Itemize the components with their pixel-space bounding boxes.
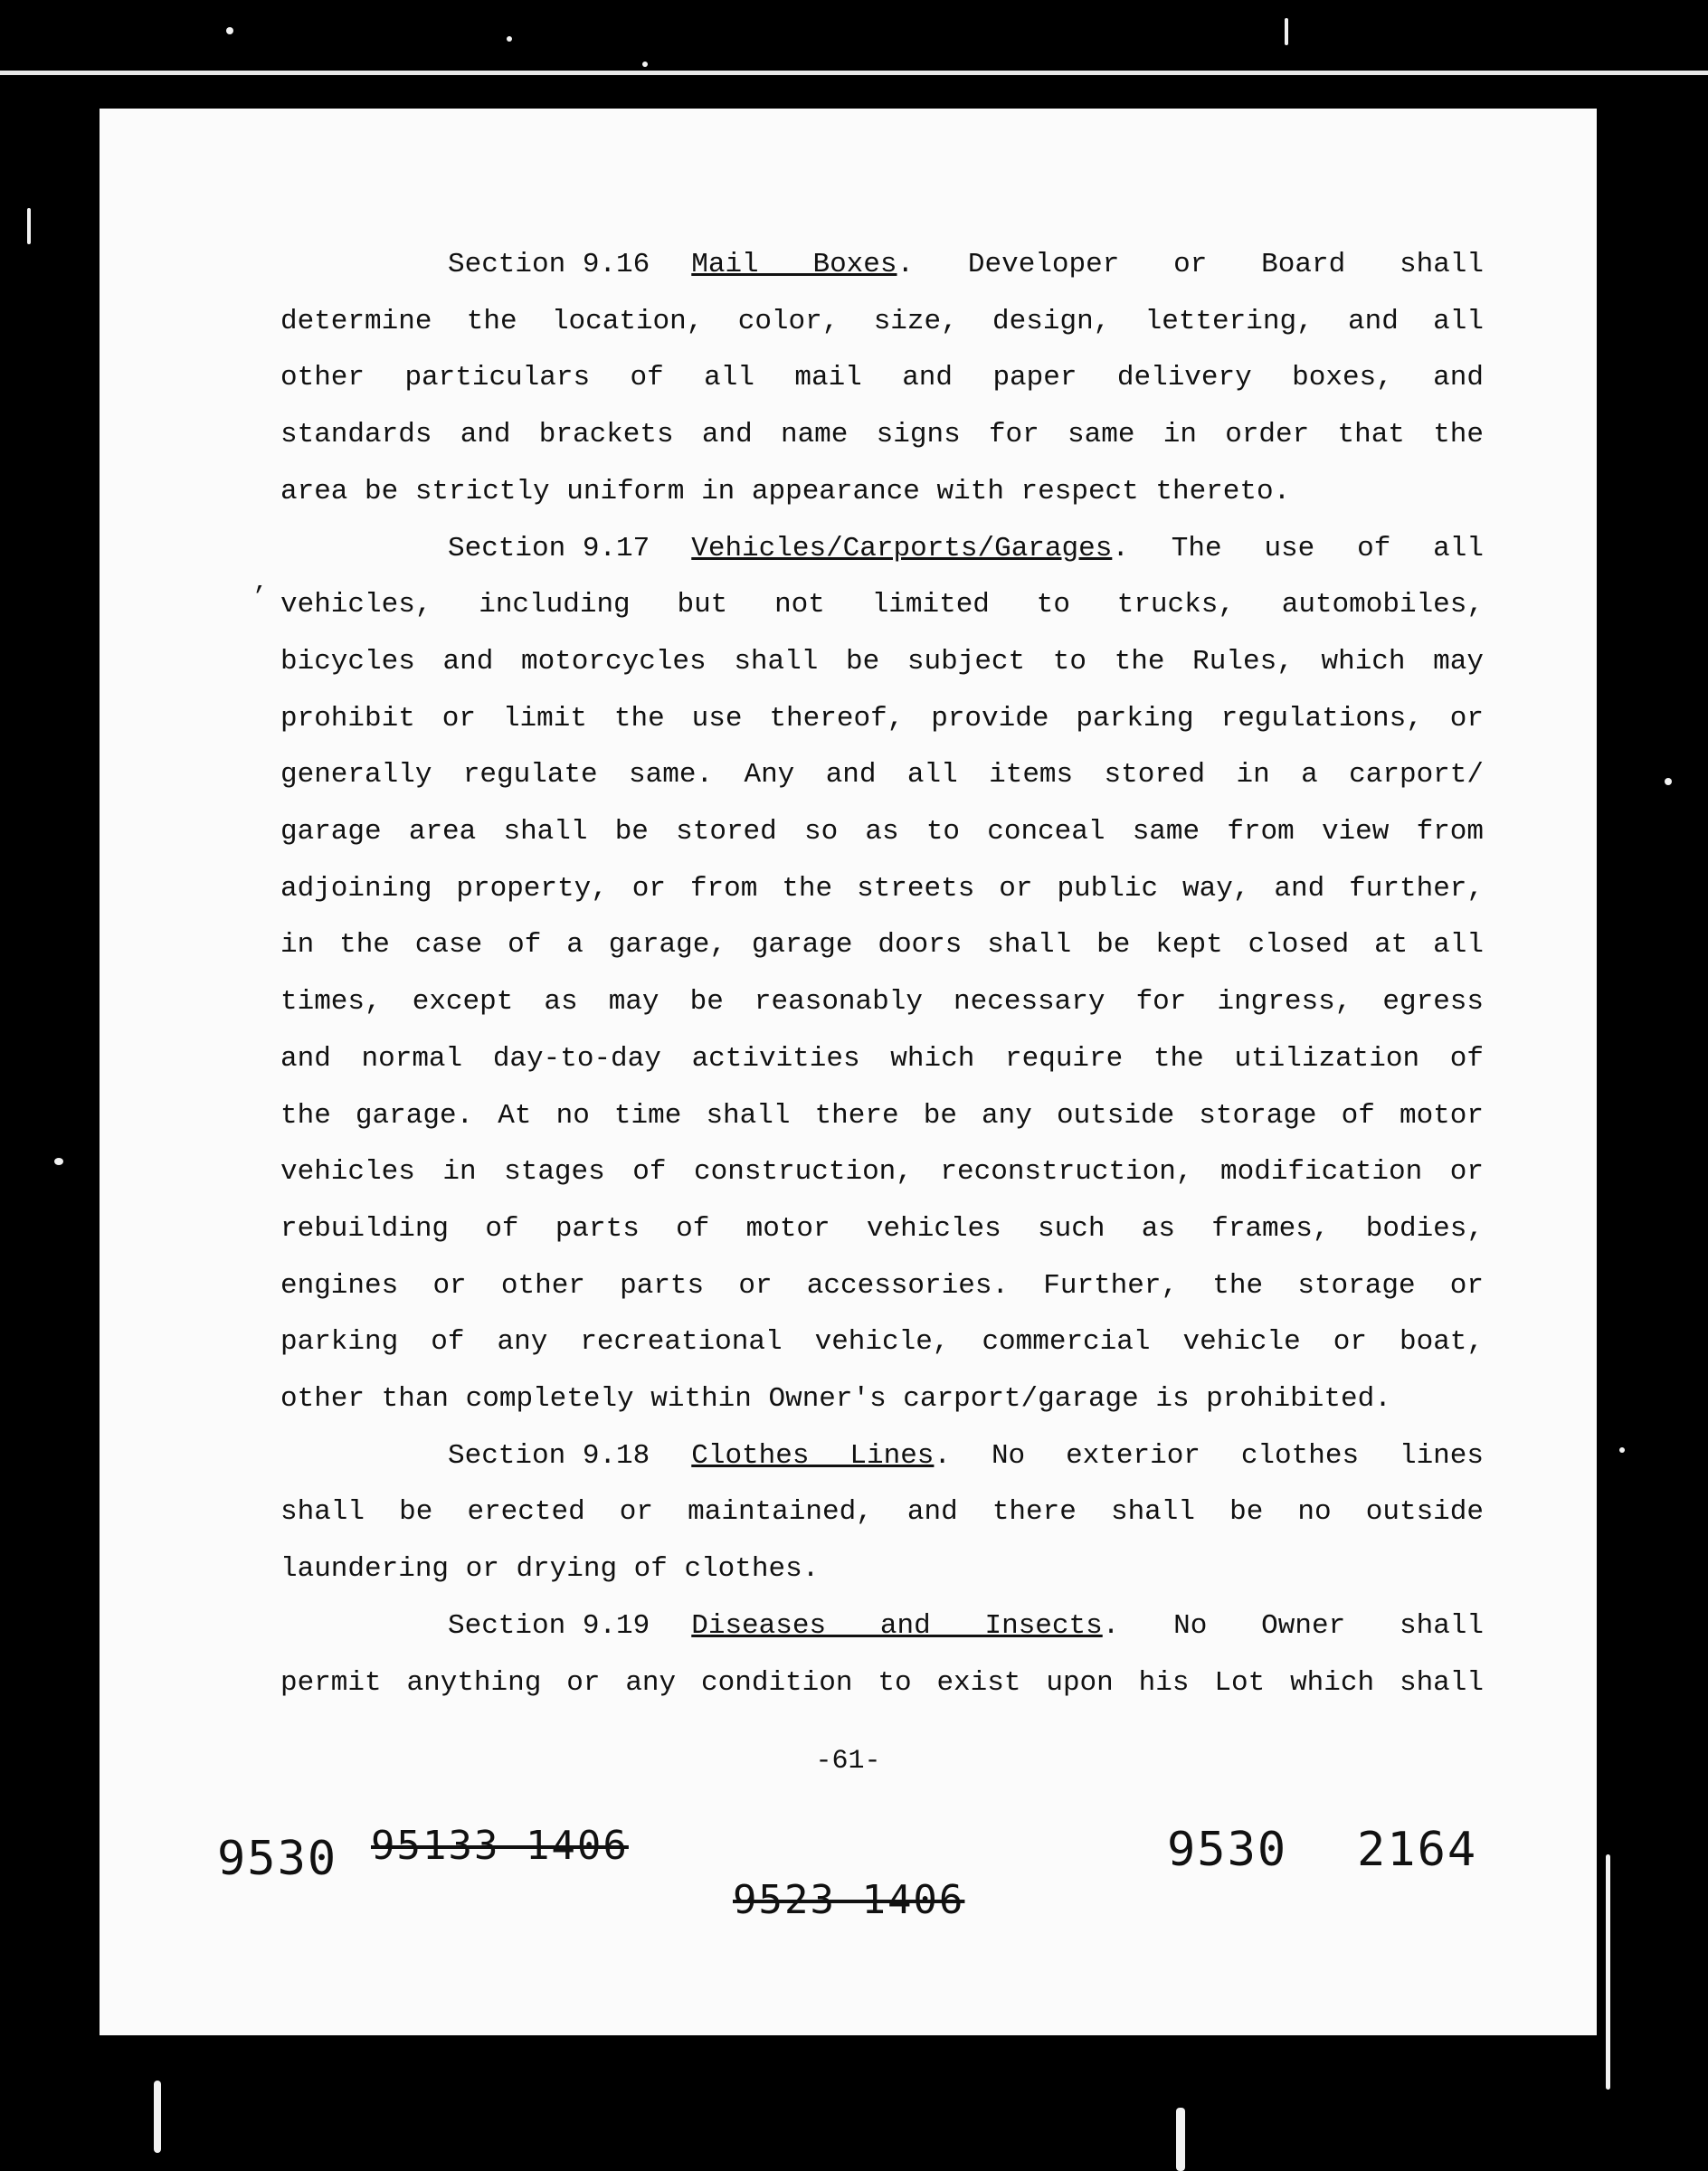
body-line: adjoining property, or from the streets or public way, and further, [280, 872, 1484, 905]
body-line: other particulars of all mail and paper delivery boxes, and [280, 362, 1484, 394]
scan-speck [154, 2081, 161, 2153]
section-heading: Mail Boxes [691, 249, 897, 280]
body-line: vehicles in stages of construction, reconstruction, modification or [280, 1156, 1484, 1189]
section-first-line [280, 237, 1484, 294]
document-page [100, 109, 1597, 2035]
section-text: . The use of all [1112, 532, 1484, 564]
scan-speck [226, 27, 233, 34]
stamp-right-page: 2164 [1357, 1823, 1478, 1877]
document-body [280, 237, 1484, 1711]
scan-speck [27, 208, 31, 244]
scan-speck [1619, 1447, 1625, 1453]
section-heading: Diseases and Insects [691, 1609, 1103, 1642]
section-text: . Developer or Board shall [897, 249, 1485, 280]
scan-top-rule [0, 71, 1708, 75]
body-line: the garage. At no time shall there be any outside storage of motor [280, 1099, 1484, 1132]
stamp-center-struck: 9523 1406 [733, 1877, 965, 1923]
section-text: . No exterior clothes lines [934, 1439, 1484, 1472]
scan-speck [54, 1158, 63, 1165]
stamp-left-prefix: 9530 [217, 1832, 338, 1886]
body-line: determine the location, color, size, design, lettering, and all [280, 305, 1484, 337]
body-line: engines or other parts or accessories. Further, the storage or [280, 1269, 1484, 1302]
body-line: garage area shall be stored so as to conceal same from view from [280, 816, 1484, 848]
body-line: in the case of a garage, garage doors shall be kept closed at all [280, 929, 1484, 962]
body-line: area be strictly uniform in appearance with respect thereto. [280, 475, 1291, 507]
scan-speck [1176, 2108, 1185, 2171]
body-line: shall be erected or maintained, and there shall be no outside [280, 1496, 1484, 1529]
body-line: bicycles and motorcycles shall be subject to the Rules, which may [280, 645, 1484, 678]
body-line: prohibit or limit the use thereof, provide parking regulations, or [280, 702, 1484, 735]
body-line: generally regulate same. Any and all items stored in a carport/ [280, 759, 1484, 792]
section-first-line [280, 521, 1484, 578]
body-line: standards and brackets and name signs for same in order that the [280, 419, 1484, 451]
scan-speck [507, 36, 512, 42]
body-line: and normal day-to-day activities which require the utilization of [280, 1042, 1484, 1075]
stamp-left-struck: 95133 1406 [371, 1823, 629, 1869]
section-first-line [280, 1598, 1484, 1655]
section-heading: Clothes Lines [691, 1439, 935, 1472]
section-heading: Vehicles/Carports/Garages [691, 532, 1113, 564]
body-line: vehicles, including but not limited to trucks, automobiles, [280, 589, 1484, 621]
section-number: Section 9.17 [448, 532, 650, 564]
section-number: Section 9.19 [448, 1609, 650, 1642]
body-line: parking of any recreational vehicle, commercial vehicle or boat, [280, 1326, 1484, 1359]
scan-speck [1665, 778, 1672, 785]
margin-mark: ’ [251, 583, 267, 611]
scan-speck [1285, 18, 1288, 45]
scan-speck [642, 62, 648, 67]
page-number: -61- [815, 1746, 881, 1777]
section-first-line [280, 1428, 1484, 1485]
stamp-right-book: 9530 [1167, 1823, 1288, 1877]
section-number: Section 9.16 [448, 249, 650, 280]
body-line: laundering or drying of clothes. [280, 1553, 820, 1586]
section-text: . No Owner shall [1102, 1609, 1485, 1642]
body-line: permit anything or any condition to exist upon his Lot which shall [280, 1666, 1484, 1699]
body-line: times, except as may be reasonably necessary for ingress, egress [280, 986, 1484, 1019]
body-line: rebuilding of parts of motor vehicles such as frames, bodies, [280, 1212, 1484, 1245]
section-number: Section 9.18 [448, 1439, 650, 1472]
body-line: other than completely within Owner's carport/garage is prohibited. [280, 1383, 1391, 1416]
scan-speck [1606, 1854, 1610, 2090]
